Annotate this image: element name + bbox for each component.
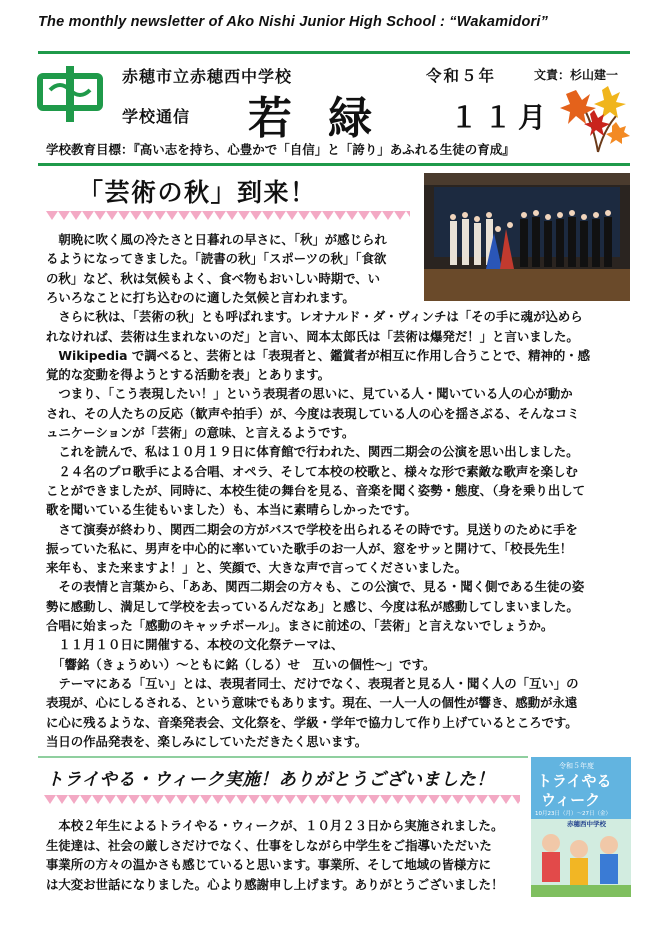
autumn-leaves-icon	[558, 82, 632, 154]
body-line: 本校２年生によるトライやる・ウィークが、１０月２３日から実施されました。	[46, 818, 504, 833]
body-line: 合唱に始まった「感動のキャッチボール」。まさに前述の、「芸術」と言えないでしょうか。	[46, 618, 554, 633]
body-line: され、その人たちの反応（歓声や拍手）が、今度は表現している人の心を揺さぶる、そんなコミ	[46, 405, 580, 421]
concert-photo	[424, 173, 630, 301]
body-line: 来年も、また来ますよ！」と、笑顔で、大きな声で言ってくださいました。	[46, 560, 468, 576]
body-line: ことができましたが、同時に、本校生徒の舞台を見る、音楽を聞く姿勢・態度、（身を乗り出して	[46, 482, 585, 498]
body-line: れなければ、芸術は生まれないのだ」と言い、岡本太郎氏は「芸術は爆発だ！」と言いました。	[46, 328, 579, 344]
school-name: 赤穂市立赤穂西中学校	[122, 67, 293, 86]
tagline: The monthly newsletter of Ako Nishi Junior High School : “Wakamidori”	[38, 14, 549, 30]
body-line: Wikipedia で調べると、芸術とは「表現者と、鑑賞者が相互に作用し合うことで、精神的・感	[46, 347, 591, 363]
era-year: 令和５年	[426, 67, 497, 85]
body-line: ろいろなことに打ち込むのに適した気候と言われます。	[46, 289, 355, 305]
issue-month: １１月	[450, 101, 553, 134]
article1-headline: 「芸術の秋」到来！	[78, 178, 317, 207]
triangle-border-decoration	[44, 795, 520, 805]
triangle-border-decoration	[46, 211, 410, 221]
body-line: に心に残るような、音楽発表会、文化祭を、学級・学年で協力して作り上げているところです。	[46, 714, 578, 730]
body-line: 朝晩に吹く風の冷たさと日暮れの早さに、「秋」が感じられ	[46, 232, 387, 247]
poster-dates: 10月23日（月）～27日（金）	[535, 811, 611, 817]
body-line: るようになってきました。「読書の秋」「スポーツの秋」「食欲	[46, 251, 387, 267]
body-line: テーマにある「互い」とは、表現者同士、だけでなく、表現者と見る人・聞く人の「互い」の	[46, 675, 579, 691]
top-rule	[38, 51, 630, 54]
body-line: これを読んで、私は１０月１９日に体育館で行われた、関西二期会の公演を思い出しました。	[46, 444, 579, 460]
body-line: ュニケーションが「芸術」の意味、と言えるようです。	[46, 425, 355, 440]
body-line: 生徒達は、社会の厳しさだけでなく、仕事をしながら中学生をご指導いただいた	[46, 837, 492, 853]
body-line: 歌を聞いている生徒もいました）も、本当に素晴らしかったです。	[46, 502, 417, 518]
body-line: その表情と言葉から、「ああ、関西二期会の方々も、この公演で、見る・聞く側である生徒の姿	[46, 579, 585, 595]
series-label: 学校通信	[122, 107, 191, 126]
poster-caption: 令和５年度	[559, 762, 594, 770]
body-line: の秋」など、秋は気候もよく、食べ物もおいしい時期で、い	[46, 270, 381, 286]
poster-title-line1: トライやる	[537, 772, 612, 790]
body-line: 「響銘（きょうめい）～ともに銘（しる）せ 互いの個性～」です。	[46, 656, 436, 672]
body-line: 表現が、心にしるされる、という意味でもあります。現在、一人一人の個性が響き、感動が永遠	[46, 695, 578, 711]
body-line: １１月１０日に開催する、本校の文化祭テーマは、	[46, 637, 344, 653]
body-line: 覚的な変動を得ようとする活動を表」とあります。	[46, 367, 330, 383]
body-line: 勢に感動し、満足して学校を去っているんだなあ」と感じ、今度は私が感動してしまいました。	[46, 598, 579, 614]
tryyaru-week-poster	[531, 757, 631, 897]
body-line: は大変お世話になりました。心より感謝申し上げます。ありがとうございました！	[46, 876, 504, 892]
newsletter-title: 若緑	[248, 93, 408, 144]
poster-title-line2: ウィーク	[541, 791, 601, 809]
poster-school: 赤穂西中学校	[567, 820, 606, 828]
body-line: さらに秋は、「芸術の秋」とも呼ばれます。レオナルド・ダ・ヴィンチは「その手に魂が込めら	[46, 309, 583, 325]
body-line: 事業所の方々の温かさも感じていると思います。事業所、そして地域の皆様方に	[46, 857, 492, 873]
body-line: 当日の作品発表を、楽しみにしていただきたく思います。	[46, 733, 368, 749]
body-line: 振っていた私に、男声を中心的に率いていた歌手のお一人が、窓をサッと開けて、「校長先生！	[46, 540, 573, 556]
body-line: つまり、「こう表現したい！」という表現者の思いに、見ている人・聞いている人の心が動か	[46, 386, 573, 402]
section-divider	[38, 756, 528, 758]
body-line: さて演奏が終わり、関西二期会の方がバスで学校を出られるその時です。見送りのために手を	[46, 521, 578, 537]
education-goal: 学校教育目標：『高い志を持ち、心豊かで「自信」と「誇り」あふれる生徒の育成』	[46, 142, 515, 157]
school-logo-icon	[36, 66, 104, 122]
author: 文責：杉山建一	[534, 68, 619, 82]
header-rule	[38, 163, 630, 166]
body-line: ２４名のプロ歌手による合唱、オペラ、そして本校の校歌と、様々な形で素敵な歌声を楽しむ	[46, 463, 578, 479]
article2-headline: トライやる・ウィーク実施！ありがとうございました！	[46, 770, 495, 790]
